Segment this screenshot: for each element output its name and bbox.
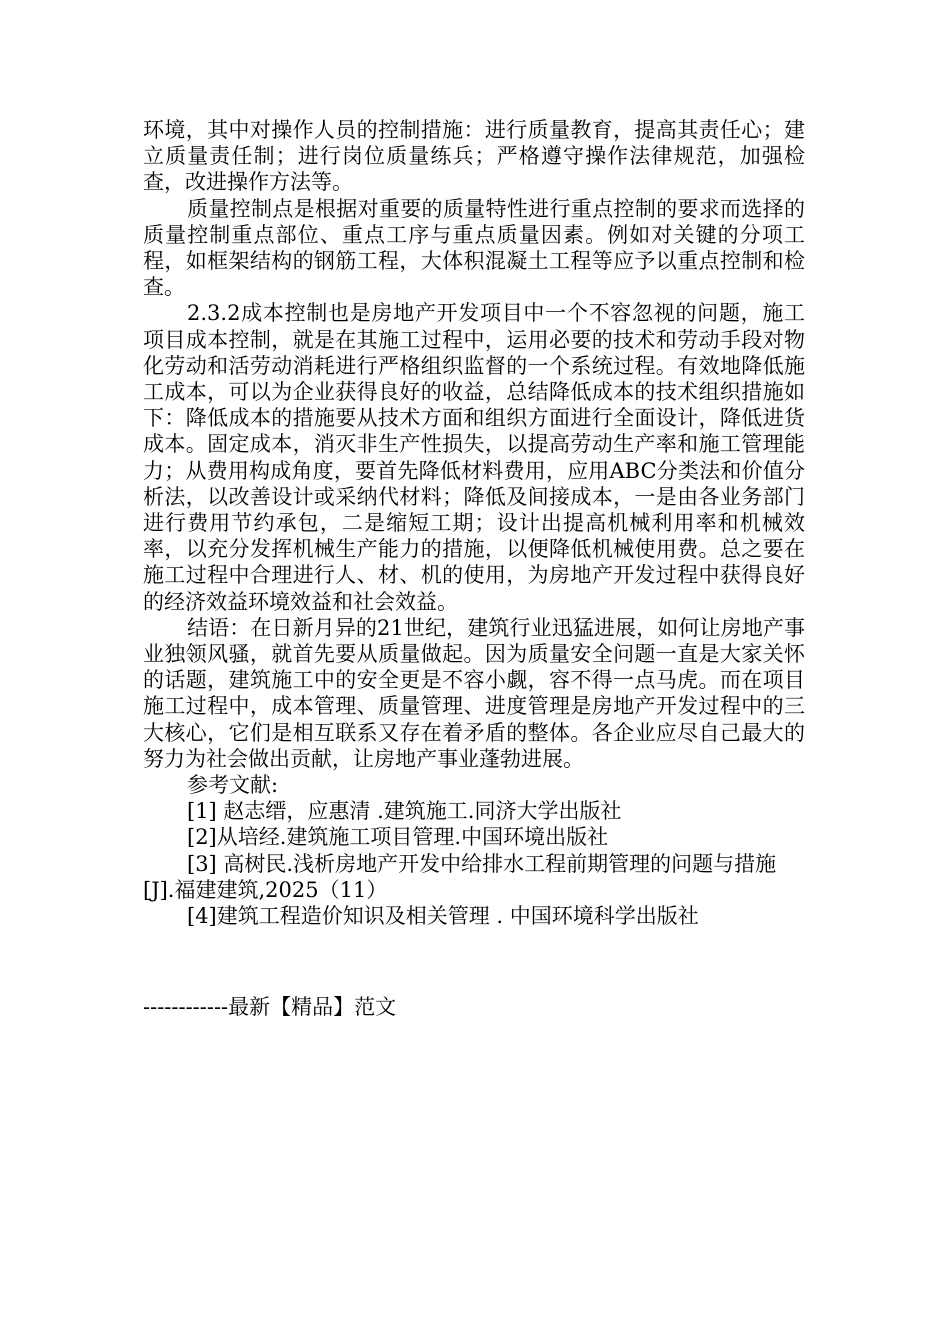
- paragraph-cost-control: 2.3.2成本控制也是房地产开发项目中一个不容忽视的问题，施工项目成本控制，就是在其施工过程中，运用必要的技术和劳动手段对物化劳动和活劳动消耗进行严格组织监督的一个系统过程。有效地降低施工成本，可以为企业获得良好的收益，总结降低成本的技术组织措施如下：降低成本的措施要从技术方面和组织方面进行全面设计，降低进货成本。固定成本，消灭非生产性损失，以提高劳动生产率和施工管理能力；从费用构成角度，要首先降低材料费用，应用ABC分类法和价值分析法，以改善设计或采纳代材料；降低及间接成本，一是由各业务部门进行费用节约承包，二是缩短工期；设计出提高机械利用率和机械效率，以充分发挥机械生产能力的措施，以便降低机械使用费。总之要在施工过程中合理进行人、材、机的使用，为房地产开发过程中获得良好的经济效益环境效益和社会效益。: [143, 301, 805, 614]
- paragraph-quality-control-points: 质量控制点是根据对重要的质量特性进行重点控制的要求而选择的质量控制重点部位、重点工序与重点质量因素。例如对关键的分项工程，如框架结构的钢筋工程，大体积混凝土工程等应予以重点控制和检查。: [143, 196, 805, 300]
- reference-item-1: [1] 赵志缙，应惠清 .建筑施工.同济大学出版社: [187, 799, 622, 824]
- footer-banner: ------------最新【精品】范文: [143, 995, 397, 1019]
- paragraph-conclusion: 结语：在日新月异的21世纪，建筑行业迅猛进展，如何让房地产事业独领风骚，就首先要从质量做起。因为质量安全问题一直是大家关怀的话题，建筑施工中的安全更是不容小觑，容不得一点马虎。而在项目施工过程中，成本管理、质量管理、进度管理是房地产开发过程中的三大核心，它们是相互联系又存在着矛盾的整体。各企业应尽自己最大的努力为社会做出贡献，让房地产事业蓬勃进展。: [143, 615, 805, 771]
- reference-item-2: [2]从培经.建筑施工项目管理.中国环境出版社: [187, 825, 609, 850]
- reference-item-4: [4]建筑工程造价知识及相关管理 . 中国环境科学出版社: [187, 904, 699, 929]
- references-heading: 参考文献:: [187, 773, 279, 798]
- document-body: [143, 117, 805, 929]
- paragraph-operator-control: 环境，其中对操作人员的控制措施：进行质量教育，提高其责任心；建立质量责任制；进行岗位质量练兵；严格遵守操作法律规范，加强检查，改进操作方法等。: [143, 118, 805, 195]
- reference-item-3: [3] 高树民.浅析房地产开发中给排水工程前期管理的问题与措施[J].福建建筑,2025（11）: [143, 851, 777, 902]
